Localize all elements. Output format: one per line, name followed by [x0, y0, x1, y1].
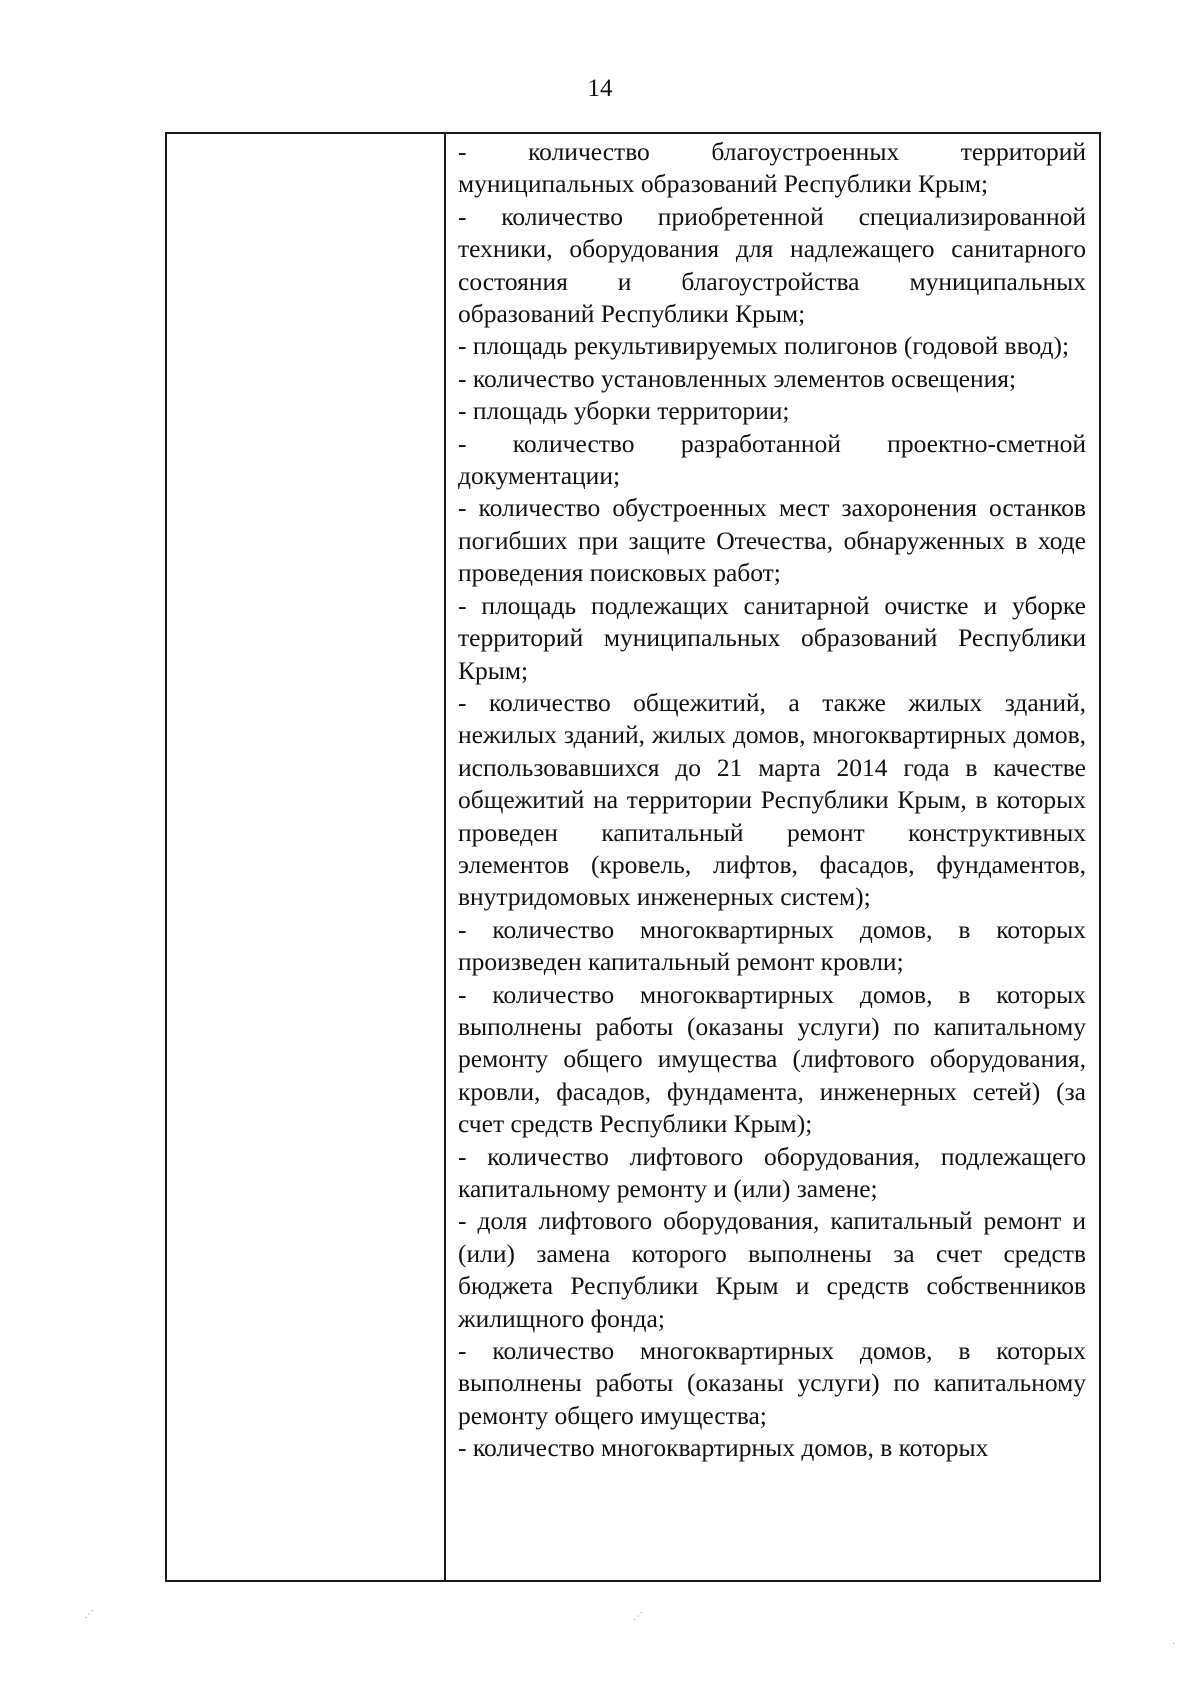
- scan-speck: ⋰: [84, 1609, 94, 1620]
- page-number: 14: [587, 75, 613, 102]
- indicator-item: - количество благоустроенных территорий муниципальных образований Республики Крым;: [458, 137, 1086, 199]
- table-left-cell: [167, 134, 443, 1580]
- indicators-table: [165, 132, 1101, 1582]
- indicator-item: - количество многоквартирных домов, в которых: [458, 1433, 989, 1463]
- indicator-item: - площадь рекультивируемых полигонов (годовой ввод);: [458, 331, 1070, 361]
- indicator-item: - площадь уборки территории;: [458, 396, 790, 426]
- indicator-item: - количество установленных элементов освещения;: [458, 363, 1017, 393]
- indicator-item: - количество обустроенных мест захоронения останков погибших при защите Отечества, обнаруженных в ходе проведения поисковых работ;: [458, 493, 1086, 588]
- table-right-cell: [458, 136, 1086, 1582]
- indicator-item: - количество многоквартирных домов, в которых выполнены работы (оказаны услуги) по капитальному ремонту общего имущества (лифтового оборудования, кровли, фасадов, фундамента, инженерных сетей) (за счет средств Республики Крым);: [458, 979, 1086, 1139]
- indicator-item: - количество общежитий, а также жилых зданий, нежилых зданий, жилых домов, многоквартирных домов, использовавшихся до 21 марта 2014 года в качестве общежитий на территории Республики Крым, в которых проведен капитальный ремонт конструктивных элементов (кровель, лифтов, фасадов, фундаментов, внутридомовых инженерных систем);: [458, 687, 1086, 912]
- indicator-item: - доля лифтового оборудования, капитальный ремонт и (или) замена которого выполнены за счет средств бюджета Республики Крым и средств собственников жилищного фонда;: [458, 1206, 1086, 1333]
- indicator-item: - количество лифтового оборудования, подлежащего капитальному ремонту и (или) замене;: [458, 1141, 1086, 1203]
- indicator-item: - количество приобретенной специализированной техники, оборудования для надлежащего санитарного состояния и благоустройства муниципальных образований Республики Крым;: [458, 201, 1086, 329]
- indicator-item: - площадь подлежащих санитарной очистке и уборке территорий муниципальных образований Республики Крым;: [458, 590, 1086, 685]
- indicator-item: - количество многоквартирных домов, в которых произведен капитальный ремонт кровли;: [458, 914, 1086, 977]
- indicator-item: - количество многоквартирных домов, в которых выполнены работы (оказаны услуги) по капитальному ремонту общего имущества;: [458, 1336, 1086, 1430]
- column-divider: [444, 134, 446, 1580]
- scan-speck: ·: [1172, 1639, 1176, 1650]
- indicator-item: - количество разработанной проектно-сметной документации;: [458, 428, 1086, 491]
- scan-speck: ⋰: [633, 1611, 643, 1622]
